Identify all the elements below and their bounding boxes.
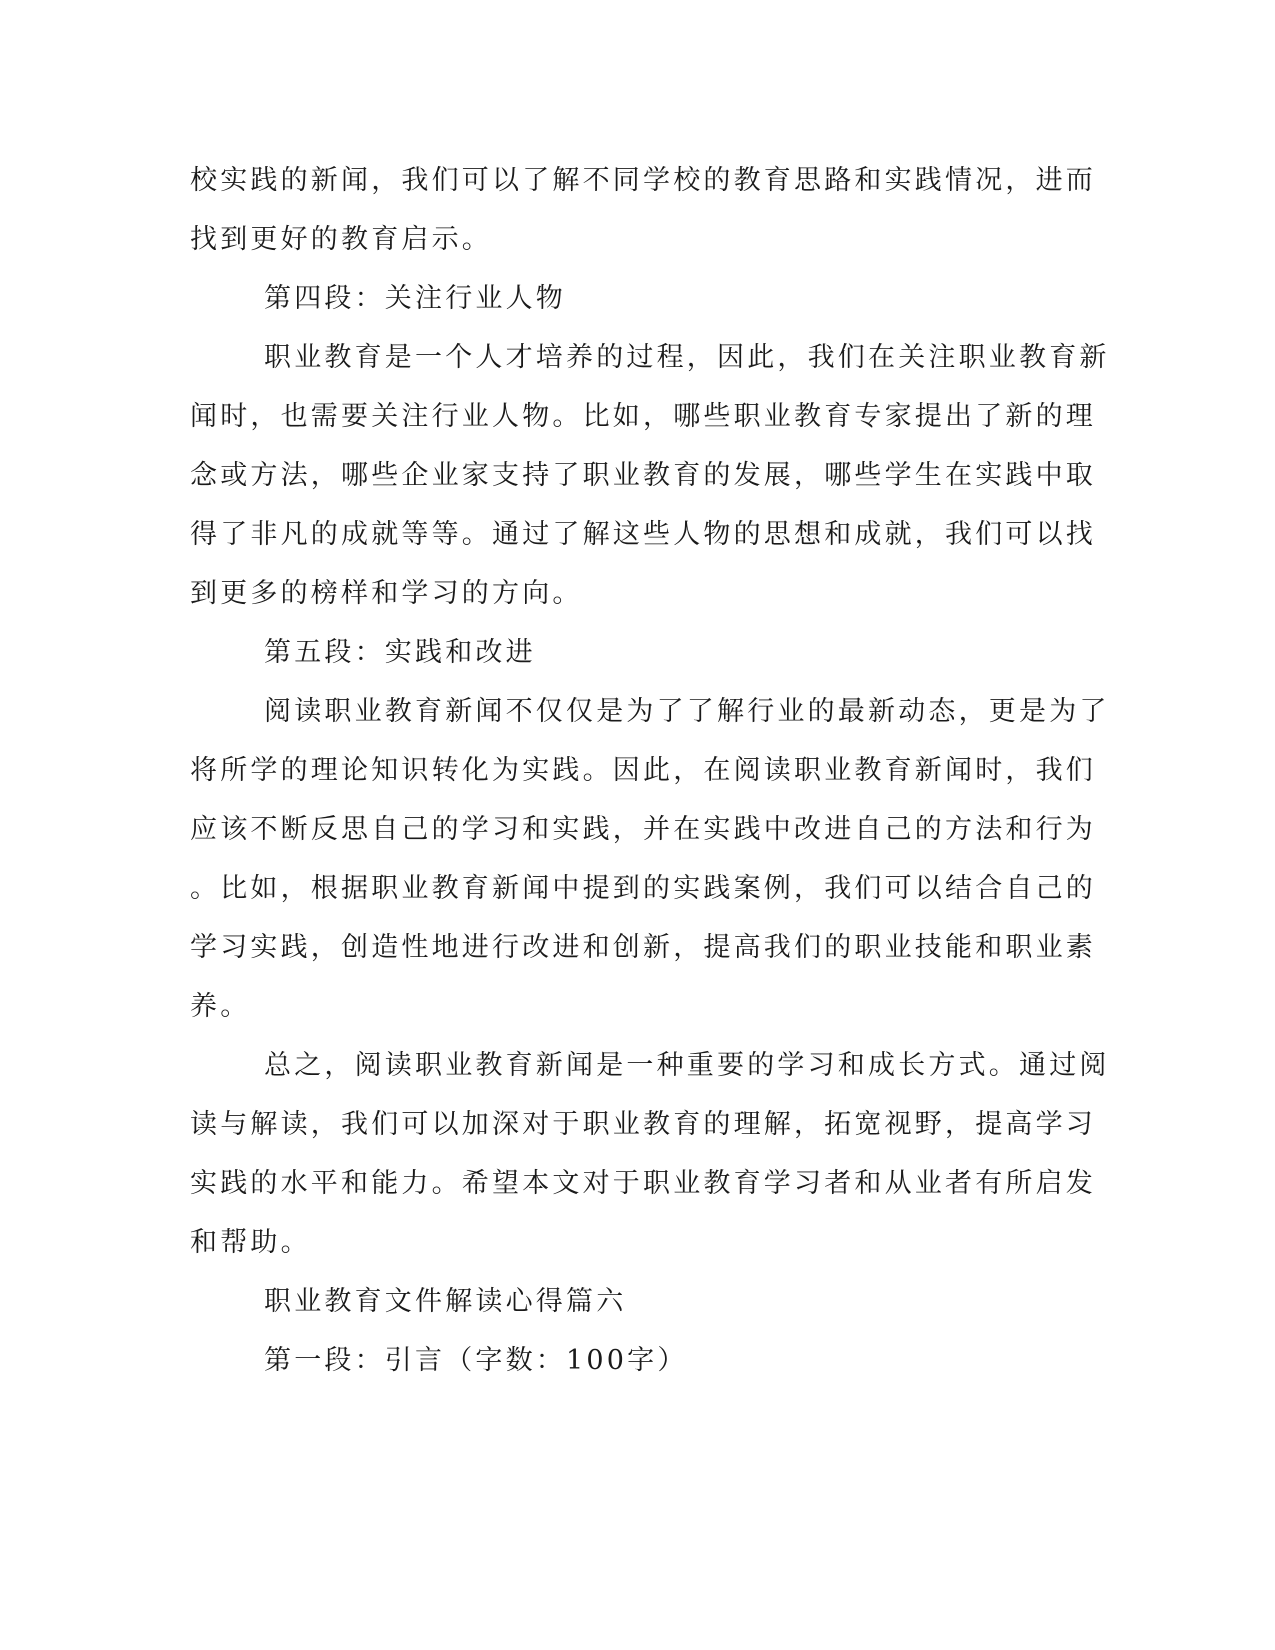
body-text-line: 应该不断反思自己的学习和实践，并在实践中改进自己的方法和行为 xyxy=(190,814,1096,845)
body-text-line: 将所学的理论知识转化为实践。因此，在阅读职业教育新闻时，我们 xyxy=(190,755,1096,786)
body-text-line: 实践的水平和能力。希望本文对于职业教育学习者和从业者有所启发 xyxy=(190,1168,1096,1199)
body-text-line: 读与解读，我们可以加深对于职业教育的理解，拓宽视野，提高学习 xyxy=(190,1109,1096,1140)
body-text-line: 阅读职业教育新闻不仅仅是为了了解行业的最新动态，更是为了 xyxy=(264,696,1110,727)
body-text-line: 得了非凡的成就等等。通过了解这些人物的思想和成就，我们可以找 xyxy=(190,519,1096,550)
article-title: 职业教育文件解读心得篇六 xyxy=(264,1286,627,1317)
section-heading: 第四段：关注行业人物 xyxy=(264,283,566,314)
body-text-line: 职业教育是一个人才培养的过程，因此，我们在关注职业教育新 xyxy=(264,342,1110,373)
body-text-line: 学习实践，创造性地进行改进和创新，提高我们的职业技能和职业素 xyxy=(190,932,1096,963)
body-text-line: 养。 xyxy=(190,991,251,1022)
body-text-line: 闻时，也需要关注行业人物。比如，哪些职业教育专家提出了新的理 xyxy=(190,401,1096,432)
body-text-line: 找到更好的教育启示。 xyxy=(190,224,492,255)
body-text-line: 。比如，根据职业教育新闻中提到的实践案例，我们可以结合自己的 xyxy=(190,873,1096,904)
body-text-line: 念或方法，哪些企业家支持了职业教育的发展，哪些学生在实践中取 xyxy=(190,460,1096,491)
section-heading: 第五段：实践和改进 xyxy=(264,637,536,668)
body-text-line: 到更多的榜样和学习的方向。 xyxy=(190,578,583,609)
body-text-line: 总之，阅读职业教育新闻是一种重要的学习和成长方式。通过阅 xyxy=(264,1050,1110,1081)
body-text-line: 校实践的新闻，我们可以了解不同学校的教育思路和实践情况，进而 xyxy=(190,165,1096,196)
body-text-line: 和帮助。 xyxy=(190,1227,311,1258)
section-heading: 第一段：引言（字数：100字） xyxy=(264,1345,688,1376)
